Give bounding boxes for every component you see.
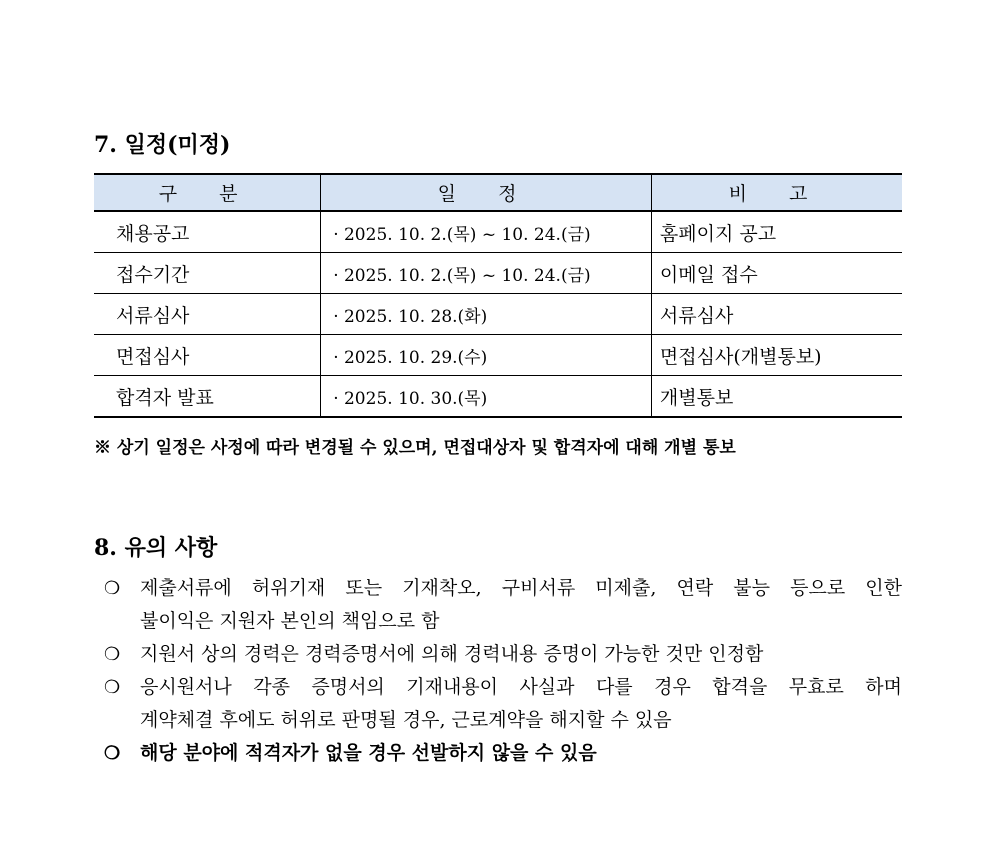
list-item <box>104 572 902 638</box>
list-item <box>104 638 902 671</box>
circle-bullet-icon: ❍ <box>104 578 121 599</box>
table-row <box>94 335 902 376</box>
list-item <box>104 737 902 770</box>
notice-line: 해당 분야에 적격자가 없을 경우 선발하지 않을 수 있음 <box>140 742 597 764</box>
row-date: · 2025. 10. 28.(화) <box>321 294 652 335</box>
row-note: 서류심사 <box>651 294 902 335</box>
notice-text <box>140 737 902 770</box>
schedule-footnote: ※ 상기 일정은 사정에 따라 변경될 수 있으며, 면접대상자 및 합격자에 대해 개별 통보 <box>94 438 736 458</box>
row-note: 이메일 접수 <box>651 253 902 294</box>
notice-line: 지원서 상의 경력은 경력증명서에 의해 경력내용 증명이 가능한 것만 인정함 <box>140 643 764 665</box>
table-row <box>94 376 902 418</box>
row-category: 채용공고 <box>94 211 321 253</box>
notice-list <box>104 572 902 770</box>
list-item <box>104 671 902 737</box>
row-category: 서류심사 <box>94 294 321 335</box>
circle-bullet-icon: ❍ <box>104 677 121 698</box>
row-date: · 2025. 10. 2.(목) ~ 10. 24.(금) <box>321 211 652 253</box>
notice-text <box>140 572 902 638</box>
header-category: 구 분 <box>94 174 321 211</box>
header-remarks: 비 고 <box>651 174 902 211</box>
notice-text <box>140 671 902 737</box>
header-schedule: 일 정 <box>321 174 652 211</box>
row-date: · 2025. 10. 29.(수) <box>321 335 652 376</box>
table-header-row <box>94 174 902 211</box>
row-note: 홈페이지 공고 <box>651 211 902 253</box>
section-7-title: 7. 일정(미정) <box>94 132 231 158</box>
notice-line: 응시원서나 각종 증명서의 기재내용이 사실과 다를 경우 합격을 무효로 하며 <box>140 676 902 698</box>
row-category: 면접심사 <box>94 335 321 376</box>
table-row <box>94 211 902 253</box>
notice-line: 불이익은 지원자 본인의 책임으로 함 <box>140 610 440 632</box>
circle-bullet-icon: ❍ <box>104 743 121 764</box>
section-8-title: 8. 유의 사항 <box>94 535 218 561</box>
notice-text <box>140 638 902 671</box>
row-category: 합격자 발표 <box>94 376 321 418</box>
row-date: · 2025. 10. 2.(목) ~ 10. 24.(금) <box>321 253 652 294</box>
notice-line: 계약체결 후에도 허위로 판명될 경우, 근로계약을 해지할 수 있음 <box>140 709 672 731</box>
circle-bullet-icon: ❍ <box>104 644 121 665</box>
table-row <box>94 294 902 335</box>
row-date: · 2025. 10. 30.(목) <box>321 376 652 418</box>
schedule-table <box>94 173 902 418</box>
notice-line: 제출서류에 허위기재 또는 기재착오, 구비서류 미제출, 연락 불능 등으로 인한 <box>140 577 902 599</box>
row-note: 개별통보 <box>651 376 902 418</box>
table-row <box>94 253 902 294</box>
row-note: 면접심사(개별통보) <box>651 335 902 376</box>
row-category: 접수기간 <box>94 253 321 294</box>
